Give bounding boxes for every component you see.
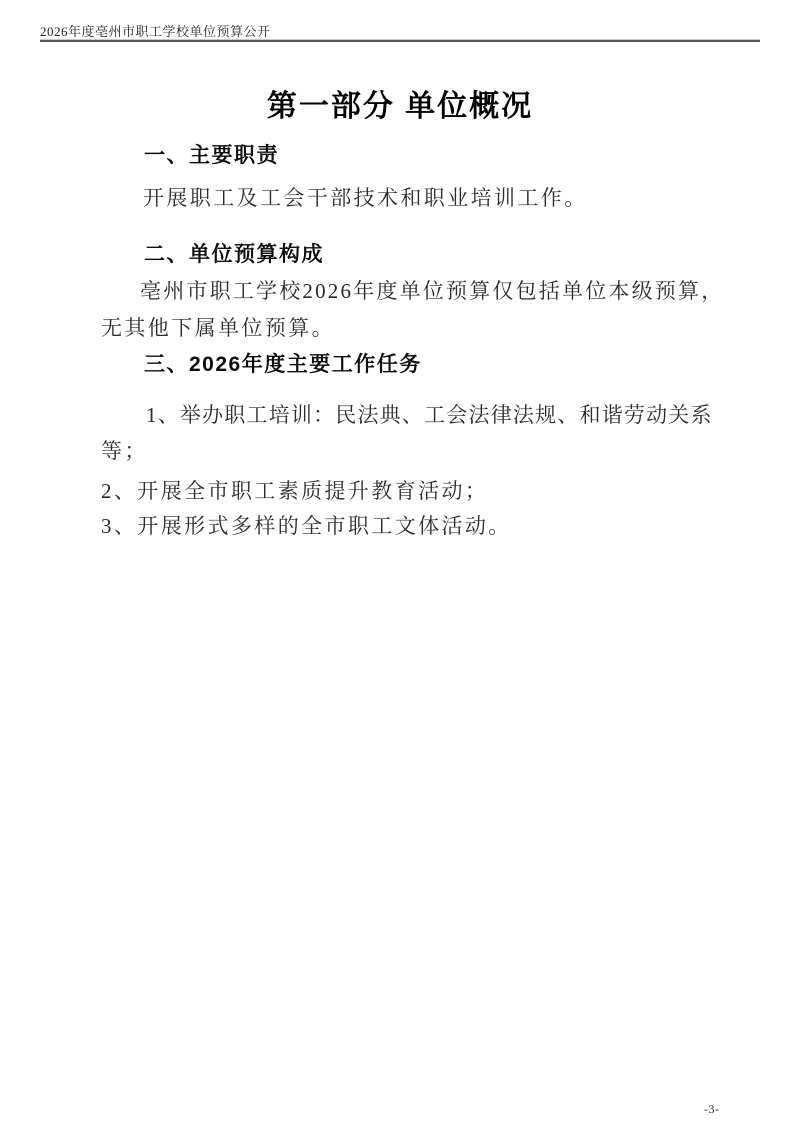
page-number: -3- [704, 1102, 720, 1116]
header-rule [40, 39, 760, 42]
page-title: 第一部分 单位概况 [266, 90, 534, 123]
section-1-paragraph-line: 开展职工及工会干部技术和职业培训工作。 [143, 186, 588, 210]
section-3-task-1-wrap-line: 等； [101, 439, 148, 463]
running-header: 2026年度亳州市职工学校单位预算公开 [40, 24, 271, 39]
section-3-heading: 三、2026年度主要工作任务 [144, 353, 422, 376]
section-2-heading: 二、单位预算构成 [144, 243, 324, 266]
section-2-paragraph-line: 亳州市职工学校2026年度单位预算仅包括单位本级预算， [140, 279, 725, 303]
section-2-paragraph-line: 无其他下属单位预算。 [101, 316, 335, 340]
section-3-task-3-line: 3、开展形式多样的全市职工文体活动。 [101, 514, 512, 538]
section-3-task-2-line: 2、开展全市职工素质提升教育活动； [101, 479, 489, 503]
section-3-task-1-line: 1、举办职工培训：民法典、工会法律法规、和谐劳动关系 [146, 403, 713, 427]
section-1-heading: 一、主要职责 [144, 144, 279, 167]
